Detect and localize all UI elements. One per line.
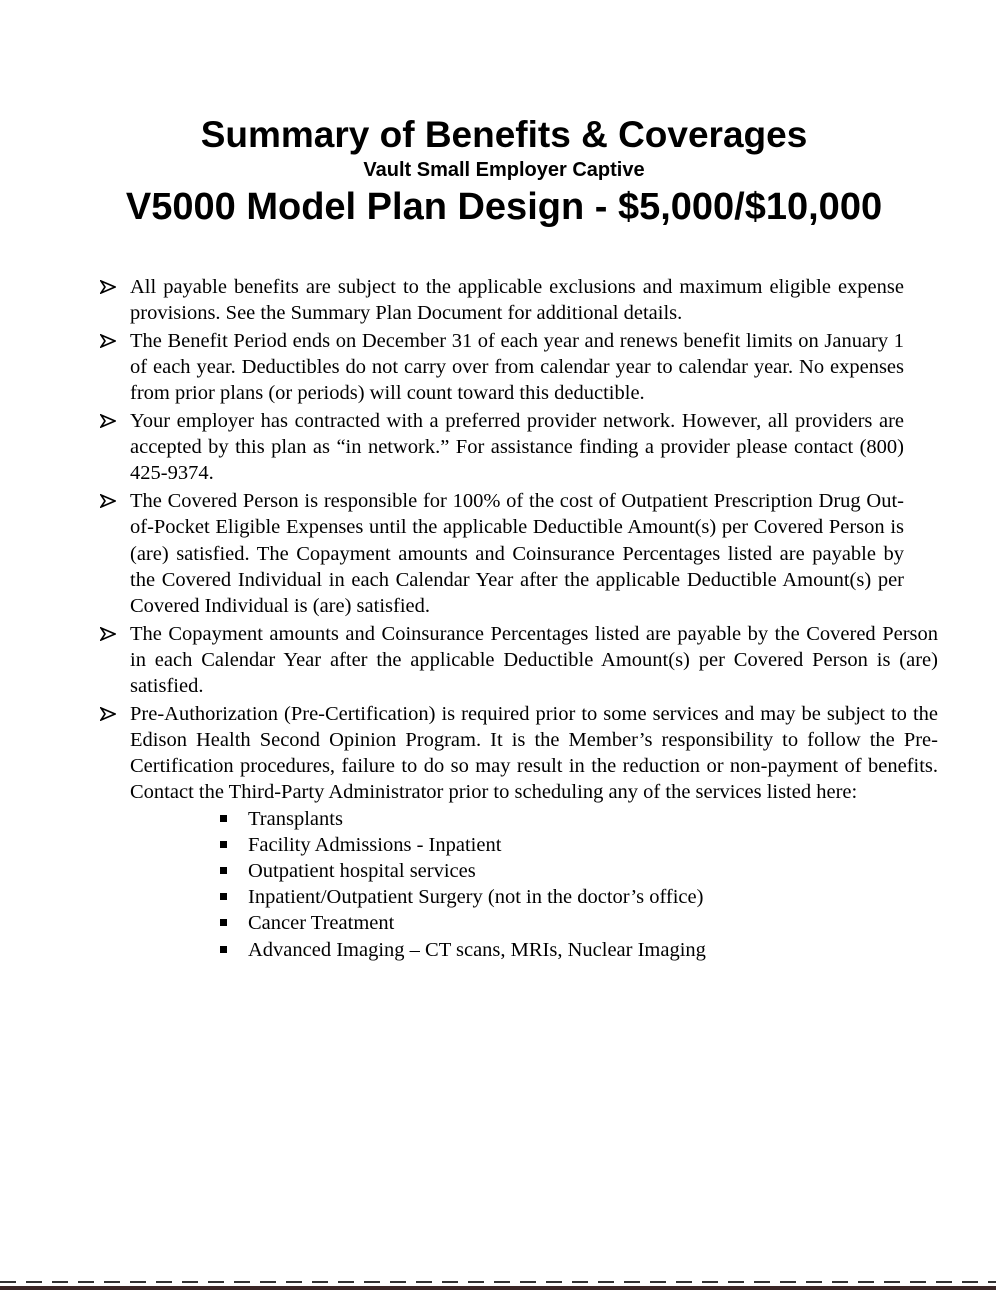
list-item-text: All payable benefits are subject to the applicable exclusions and maximum eligible expense provisions. See the Summary Plan Document for additional details.: [130, 276, 904, 325]
service-item-text: Outpatient hospital services: [248, 859, 476, 882]
plan-design-heading: V5000 Model Plan Design - $5,000/$10,000: [125, 186, 883, 228]
list-item: [100, 621, 938, 700]
list-item-text: Pre-Authorization (Pre-Certification) is required prior to some services and may be subject to the Edison Health Second Opinion Program. It is the Member’s responsibility to follow the Pre-Certification procedures, failure to do so may result in the reduction or non-payment of benefits. Contact the Third-Party Administrator prior to scheduling any of the services listed here:: [130, 702, 938, 804]
service-item-text: Advanced Imaging – CT scans, MRIs, Nuclear Imaging: [248, 938, 706, 961]
service-item: [218, 884, 938, 910]
benefit-notes-list: [100, 274, 938, 964]
service-item-text: Facility Admissions - Inpatient: [248, 833, 502, 856]
list-item-text: Your employer has contracted with a preferred provider network. However, all providers are accepted by this plan as “in network.” For assistance finding a provider please contact (800) 425-9374.: [130, 410, 904, 485]
square-bullet-icon: [220, 867, 227, 874]
service-item-text: Transplants: [248, 807, 343, 830]
list-item: [100, 408, 904, 487]
services-list: [130, 806, 938, 963]
arrow-bullet-icon: [100, 621, 122, 647]
service-item-text: Inpatient/Outpatient Surgery (not in the doctor’s office): [248, 886, 704, 909]
document-title: Summary of Benefits & Coverages: [200, 114, 808, 155]
dashed-divider: [0, 1281, 996, 1284]
list-item: [100, 328, 904, 407]
service-item: [218, 937, 938, 963]
square-bullet-icon: [220, 946, 227, 953]
service-item: [218, 858, 938, 884]
arrow-bullet-icon: [100, 274, 122, 300]
arrow-bullet-icon: [100, 408, 122, 434]
document-subtitle: Vault Small Employer Captive: [363, 159, 645, 181]
square-bullet-icon: [220, 893, 227, 900]
arrow-bullet-icon: [100, 488, 122, 514]
list-item: [100, 701, 938, 963]
list-item-text: The Covered Person is responsible for 100% of the cost of Outpatient Prescription Drug Out-of-Pocket Eligible Expenses until the applicable Deductible Amount(s) per Covered Person is (are) satisfied. The Copayment amounts and Coinsurance Percentages listed are payable by the Covered Individual in each Calendar Year after the applicable Deductible Amount(s) per Covered Individual is (are) satisfied.: [130, 490, 904, 617]
list-item-text: The Benefit Period ends on December 31 of each year and renews benefit limits on January 1 of each year. Deductibles do not carry over from calendar year to calendar year. No expenses from prior plans (or periods) will count toward this deductible.: [130, 329, 904, 405]
square-bullet-icon: [220, 815, 227, 822]
list-item: [100, 274, 904, 326]
page-bottom-border: [0, 1286, 996, 1290]
square-bullet-icon: [220, 841, 227, 848]
service-item: [218, 832, 938, 858]
service-item: [218, 806, 938, 832]
arrow-bullet-icon: [100, 328, 122, 354]
arrow-bullet-icon: [100, 701, 122, 727]
list-item-text: The Copayment amounts and Coinsurance Percentages listed are payable by the Covered Person in each Calendar Year after the applicable Deductible Amount(s) per Covered Person is (are) satisfied.: [130, 622, 938, 698]
list-item: [100, 488, 904, 619]
square-bullet-icon: [220, 919, 227, 926]
service-item: [218, 910, 938, 936]
service-item-text: Cancer Treatment: [248, 912, 395, 935]
